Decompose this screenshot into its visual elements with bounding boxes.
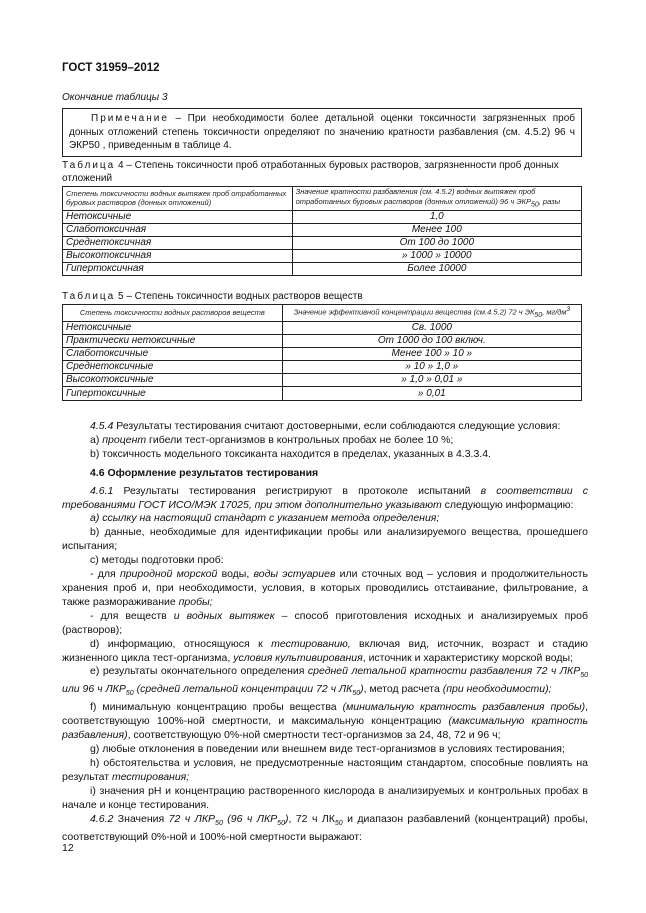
table-row: Высокотоксичная » 1000 » 10000 [63, 250, 582, 263]
table4 [62, 186, 582, 276]
para-4-6-1-h: h) обстоятельства и условия, не предусмотренные настоящим стандартом, способные повлиять на результат тестирования; [62, 757, 588, 783]
table5 [62, 304, 582, 401]
section-4-6-title: 4.6 Оформление результатов тестирования [90, 466, 319, 479]
para-4-6-1-c1: - для природной морской воды, воды эстуариев или сточных вод – условия и продолжительность хранения проб и, при необходимости, условия, в которых проводились отстаивание, фильтрование, а также размораживание пробы; [62, 568, 588, 608]
table-row: Нетоксичные Св. 1000 [63, 321, 582, 334]
para-4-5-4-b: b) токсичность модельного токсиканта находится в пределах, указанных в 4.3.3.4. [90, 447, 491, 460]
document-header: ГОСТ 31959–2012 [62, 62, 160, 74]
note-label: Примечание [91, 113, 169, 124]
table5-caption: Таблица 5 – Степень токсичности водных растворов веществ [62, 291, 363, 302]
table5-col1-header: Степень токсичности водных растворов веществ [63, 305, 283, 322]
para-4-6-1-e: е) результаты окончательного определения средней летальной кратности разбавления 72 ч $ЛКР_{50}$ или 96 ч $ЛКР_{50}$ (средней летальной концентрации 72 ч $ЛК_{50}$), метод расчета (при необходимости); [62, 665, 588, 698]
table-row: Высокотоксичные » 1,0 » 0,01 » [63, 374, 582, 387]
table-continuation-label: Окончание таблицы 3 [62, 92, 168, 103]
table-row: Гипертоксичная Более 10000 [63, 263, 582, 276]
para-4-6-1-f: f) минимальную концентрацию пробы вещества (минимальную кратность разбавления пробы), соответствующую 100%-ной смертности, и максимальную концентрацию (максимальную кратность разбавления), соответствующую 0%-ной смертности тест-организмов за 24, 48, 72 и 96 ч; [62, 701, 589, 742]
para-4-6-1-d: d) информацию, относящуюся к тестированию, включая вид, источник, возраст и стадию жизненного цикла тест-организма, условия культивирования, источник и характеристику морской воды; [62, 637, 588, 664]
note-box [62, 108, 582, 157]
note-text: – При необходимости более детальной оценки токсичности загрязненных проб донных отложений степень токсичности определяют по значению кратности разбавления (см. 4.5.2) 96 ч ЭКР50 , приведенным в таблице 4. [69, 113, 575, 152]
para-4-6-1-b: b) данные, необходимые для идентификации пробы или анализируемого вещества, прошедшего испытания; [62, 526, 588, 553]
para-4-6-1-c: с) методы подготовки проб: [90, 554, 224, 567]
table-row: Слаботоксичные Менее 100 » 10 » [63, 347, 582, 360]
para-4-5-4-a: а) процент гибели тест-организмов в контрольных пробах не более 10 %; [90, 433, 454, 446]
para-4-6-1-g: g) любые отклонения в поведении или внешнем виде тест-организмов в условиях тестирования; [90, 743, 565, 756]
body-text [62, 420, 588, 845]
table-row: Среднетоксичная От 100 до 1000 [63, 236, 582, 249]
table-row: Гипертоксичные » 0,01 [63, 387, 582, 400]
table-row: Нетоксичные 1,0 [63, 210, 582, 223]
table4-caption: Таблица 4 – Степень токсичности проб отработанных буровых растворов, загрязненности проб донных отложений [62, 160, 559, 184]
table4-col1-header: Степень токсичности водных вытяжек проб отработанных буровых растворов (донных отложений) [63, 187, 293, 211]
table-row: Среднетоксичные » 10 » 1,0 » [63, 361, 582, 374]
table4-col2-header: Значение кратности разбавления (см. 4.5.2) водных вытяжек проб отработанных буровых растворов (донных отложений) 96 ч $ЭКР_{50}$, разы [292, 187, 581, 211]
para-4-6-1-a: а) ссылку на настоящий стандарт с указанием метода определения; [90, 512, 440, 525]
page-number: 12 [62, 842, 74, 854]
para-4-6-1-c2: - для веществ и водных вытяжек – способ приготовления исходных и анализируемых проб (растворов); [62, 609, 588, 636]
table4-header-row [63, 187, 582, 211]
table5-header-row [63, 305, 582, 322]
para-4-6-1: 4.6.1 Результаты тестирования регистрируют в протоколе испытаний в соответствии с требованиями ГОСТ ИСО/МЭК 17025, при этом дополнительно указывают следующую информацию: [62, 484, 588, 511]
table-row: Практически нетоксичные От 1000 до 100 включ. [63, 334, 582, 347]
para-4-6-1-i: i) значения pH и концентрацию растворенного кислорода в анализируемых и контрольных пробах в начале и конце тестирования. [62, 784, 588, 811]
para-4-5-4: 4.5.4 Результаты тестирования считают достоверными, если соблюдаются следующие условия: [90, 420, 561, 432]
table-row: Слаботоксичная Менее 100 [63, 223, 582, 236]
table5-col2-header: Значение эффективной концентрации вещества (см.4.5.2) 72 ч $ЭК_{50}$, $мг/дм^3$ [282, 305, 581, 322]
para-4-6-2: 4.6.2 Значения 72 ч $ЛКР_{50}$ (96 ч $ЛКР_{50}$), 72 ч $ЛК_{50}$ и диапазон разбавлений (концентраций) пробы, соответствующий 0%-ной и 100%-ной смертности выражают: [62, 812, 588, 843]
